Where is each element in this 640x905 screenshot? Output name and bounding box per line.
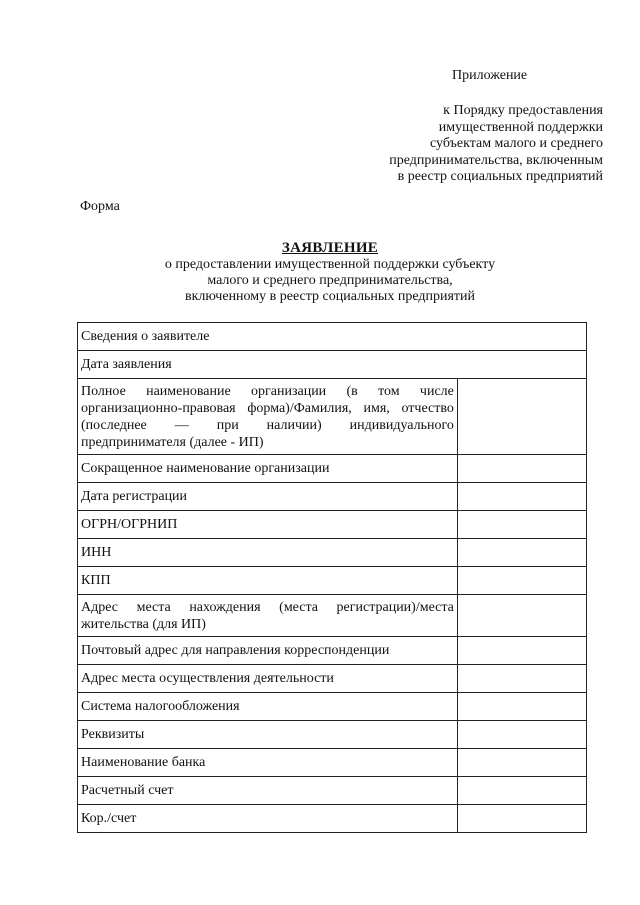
table-section-header-row	[78, 323, 587, 351]
subtitle-line: малого и среднего предпринимательства,	[207, 273, 453, 288]
row-label: Полное наименование организации (в том числе организационно-правовая форма)/Фамилия, имя, отчество (последнее — при наличии) индивидуального предпринимателя (далее - ИП)	[78, 379, 458, 455]
row-value-field[interactable]	[457, 511, 586, 539]
row-value-field[interactable]	[457, 483, 586, 511]
table-row	[78, 665, 587, 693]
table-row	[78, 777, 587, 805]
row-value-field[interactable]	[457, 567, 586, 595]
row-value-field[interactable]	[457, 379, 586, 455]
subtitle-line: о предоставлении имущественной поддержки субъекту	[164, 257, 496, 272]
row-value-field[interactable]	[457, 805, 586, 833]
appendix-title: Приложение	[452, 68, 528, 83]
row-label: Система налогообложения	[78, 693, 458, 721]
row-label: Наименование банка	[78, 749, 458, 777]
document-subtitle	[80, 257, 580, 305]
table-row	[78, 721, 587, 749]
row-label: Кор./счет	[78, 805, 458, 833]
document-title: ЗАЯВЛЕНИЕ	[281, 240, 379, 256]
document-heading	[80, 239, 580, 305]
appendix-ref-line: имущественной поддержки	[438, 119, 603, 135]
row-value-field[interactable]	[457, 777, 586, 805]
appendix-ref-line: предпринимательства, включенным	[389, 152, 603, 168]
section-header-cell: Сведения о заявителе	[78, 323, 587, 351]
applicant-info-table	[77, 322, 587, 833]
row-value-field[interactable]	[457, 539, 586, 567]
appendix-ref-line: к Порядку предоставления	[443, 103, 603, 118]
row-value-field[interactable]	[457, 637, 586, 665]
row-label: Адрес места нахождения (места регистрации)/места жительства (для ИП)	[78, 595, 458, 637]
row-label: ИНН	[78, 539, 458, 567]
appendix-ref-line: субъектам малого и среднего	[430, 136, 603, 151]
row-label: Адрес места осуществления деятельности	[78, 665, 458, 693]
table-row	[78, 379, 587, 455]
table-row	[78, 539, 587, 567]
row-label: Реквизиты	[78, 721, 458, 749]
row-label: ОГРН/ОГРНИП	[78, 511, 458, 539]
table-row	[78, 511, 587, 539]
table-row	[78, 595, 587, 637]
table-row	[78, 483, 587, 511]
row-label: Почтовый адрес для направления корреспонденции	[78, 637, 458, 665]
table-row	[78, 805, 587, 833]
row-value-field[interactable]	[457, 721, 586, 749]
subtitle-line: включенному в реестр социальных предприятий	[184, 289, 476, 304]
row-value-field[interactable]	[457, 595, 586, 637]
row-value-field[interactable]	[457, 749, 586, 777]
row-value-field[interactable]	[457, 665, 586, 693]
row-label: Расчетный счет	[78, 777, 458, 805]
table-row	[78, 749, 587, 777]
table-row-application-date	[78, 351, 587, 379]
row-value-field[interactable]	[457, 693, 586, 721]
table-row	[78, 567, 587, 595]
row-label: Сокращенное наименование организации	[78, 455, 458, 483]
table-row	[78, 455, 587, 483]
application-date-cell[interactable]: Дата заявления	[78, 351, 587, 379]
row-label: Дата регистрации	[78, 483, 458, 511]
table-row	[78, 693, 587, 721]
row-label: КПП	[78, 567, 458, 595]
form-label: Форма	[80, 199, 120, 214]
appendix-ref-line: в реестр социальных предприятий	[397, 169, 603, 184]
appendix-reference	[343, 103, 603, 186]
table-row	[78, 637, 587, 665]
row-value-field[interactable]	[457, 455, 586, 483]
